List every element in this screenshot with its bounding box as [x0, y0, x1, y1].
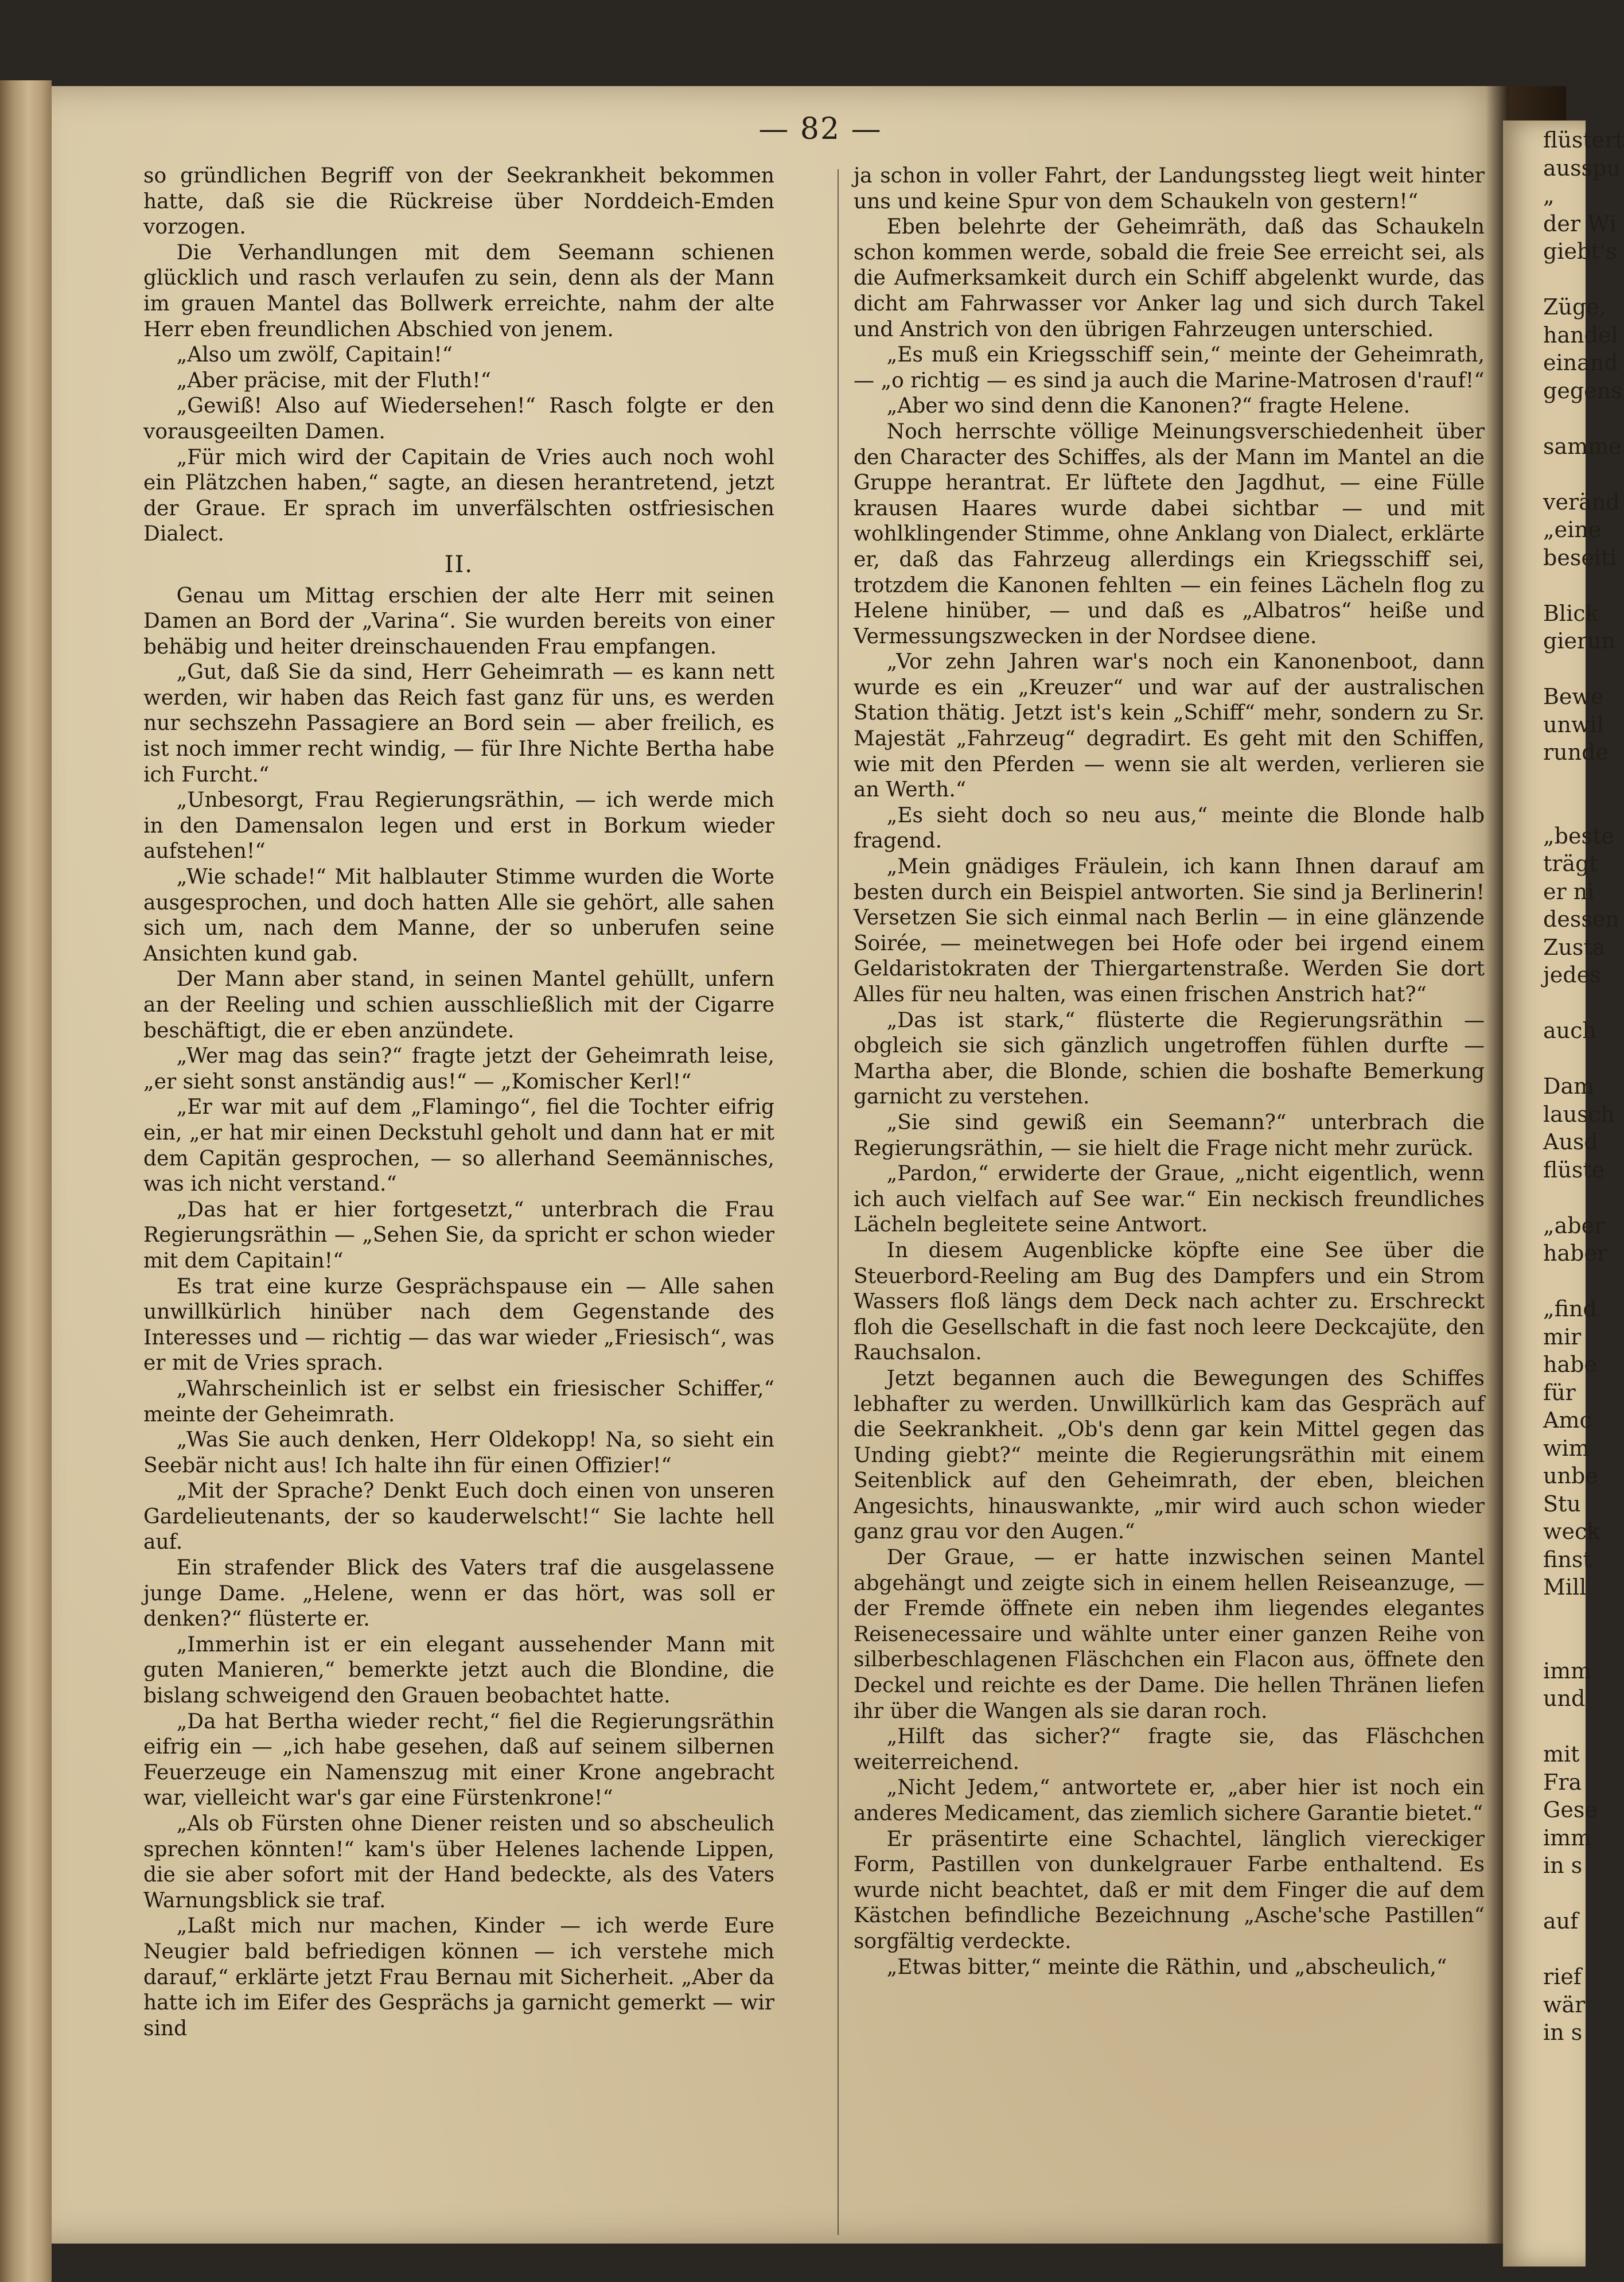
next-page-fragment: giebt's — [1543, 239, 1617, 264]
next-page-fragment: unwil — [1543, 712, 1604, 737]
next-page-fragment: in s — [1543, 1853, 1583, 1878]
paragraph: „Wie schade!“ Mit halblauter Stimme wurden die Worte ausgesprochen, und doch hatten Alle sie gehört, alle sahen sich um, nach dem Manne, der so unberufen seine Ansichten kund gab. — [143, 865, 774, 966]
next-page-fragment: Fra — [1543, 1769, 1582, 1795]
next-page-fragment: Bewe — [1543, 684, 1604, 709]
paragraph: Der Graue, — er hatte inzwischen seinen Mantel abgehängt und zeigte sich in einem hellen Reiseanzuge, — der Fremde öffnete ein neben ihm liegendes elegantes Reisenecessaire und wählte unter einer ganzen Reihe von silberbeschlagenen Fläschchen ein Flacon aus, öffnete den Deckel und reichte es der Dame. Die hellen Thränen liefen ihr über die Wangen als sie daran roch. — [854, 1546, 1485, 1723]
next-page-fragment: Züge, — [1543, 294, 1606, 320]
next-page-fragment: flüste — [1543, 1157, 1605, 1183]
next-page-fragment: für — [1543, 1379, 1576, 1405]
next-page-fragment: der Wi — [1543, 211, 1617, 236]
paragraph: Er präsentirte eine Schachtel, länglich viereckiger Form, Pastillen von dunkelgrauer Farbe enthaltend. Es wurde nicht beachtet, daß er mit dem Finger die auf dem Kästchen befindliche Bezeichnung „Asche'sche Pastillen“ sorgfältig verdeckte. — [854, 1827, 1485, 1953]
next-page-fragment: handel — [1543, 322, 1618, 348]
paragraph: „Nicht Jedem,“ antwortete er, „aber hier ist noch ein anderes Medicament, das ziemlich sichere Garantie bietet.“ — [854, 1776, 1485, 1825]
next-page-fragment: jedes — [1543, 962, 1601, 988]
next-page-fragment: er ni — [1543, 878, 1595, 904]
paragraph: Jetzt begannen auch die Bewegungen des Schiffes lebhafter zu werden. Unwillkürlich kam das Gespräch auf die Seekrankheit. „Ob's denn gar kein Mittel gegen das Unding giebt?“ meinte die Regierungsräthin mit einem Seitenblick auf den Geheimrath, der eben, bleichen Angesichts, hinauswankte, „mir wird auch schon wieder ganz grau vor den Augen.“ — [854, 1366, 1485, 1544]
next-page-fragment: Ausd — [1543, 1129, 1598, 1154]
next-page-fragment: haber — [1543, 1241, 1608, 1266]
next-page-fragment: Zusta — [1543, 934, 1606, 960]
paragraph: „Pardon,“ erwiderte der Graue, „nicht eigentlich, wenn ich auch vielfach auf See war.“ Ein neckisch freundliches Lächeln begleitete seine Antwort. — [854, 1162, 1485, 1237]
next-page-fragment: Blick — [1543, 600, 1599, 626]
paragraph: „Das hat er hier fortgesetzt,“ unterbrach die Frau Regierungsräthin — „Sehen Sie, da spricht er schon wieder mit dem Capitain!“ — [143, 1198, 774, 1273]
left-column-text — [143, 164, 774, 2042]
paragraph: Ein strafender Blick des Vaters traf die ausgelassene junge Dame. „Helene, wenn er das hört, was soll er denken?“ flüsterte er. — [143, 1556, 774, 1631]
paragraph: „Da hat Bertha wieder recht,“ fiel die Regierungsräthin eifrig ein — „ich habe gesehen, daß auf seinem silbernen Feuerzeuge ein Namenszug mit einer Krone angebracht war, vielleicht war's gar eine Fürstenkrone!“ — [143, 1709, 774, 1810]
paragraph: „Gut, daß Sie da sind, Herr Geheimrath — es kann nett werden, wir haben das Reich fast ganz für uns, es werden nur sechszehn Passagiere an Bord sein — aber freilich, es ist noch immer recht windig, — für Ihre Nichte Bertha habe ich Furcht.“ — [143, 660, 774, 787]
paragraph: „Was Sie auch denken, Herr Oldekopp! Na, so sieht ein Seebär nicht aus! Ich halte ihn für einen Offizier!“ — [143, 1428, 774, 1478]
next-page-fragment: wim — [1543, 1435, 1590, 1461]
paragraph: „Hilft das sicher?“ fragte sie, das Fläschchen weiterreichend. — [854, 1725, 1485, 1774]
next-page-fragment: Stu — [1543, 1491, 1581, 1517]
next-page-fragment: mir — [1543, 1324, 1582, 1350]
right-column-text — [854, 164, 1485, 1980]
next-page-fragment: dessen — [1543, 907, 1619, 932]
paragraph: „Unbesorgt, Frau Regierungsräthin, — ich werde mich in den Damensalon legen und erst in Borkum wieder aufstehen!“ — [143, 788, 774, 864]
paragraph: „Gewiß! Also auf Wiedersehen!“ Rasch folgte er den vorausgeeilten Damen. — [143, 394, 774, 444]
paragraph: Eben belehrte der Geheimräth, daß das Schaukeln schon kommen werde, sobald die freie See erreicht sei, als die Aufmerksamkeit durch ein Schiff abgelenkt wurde, das dicht am Fahrwasser vor Anker lag und sich durch Takel und Anstrich von den übrigen Fahrzeugen unterschied. — [854, 215, 1485, 341]
next-page-fragment: auf — [1543, 1908, 1579, 1934]
paragraph: „Wahrscheinlich ist er selbst ein friesischer Schiffer,“ meinte der Geheimrath. — [143, 1377, 774, 1426]
next-page-fragment: flüstert — [1543, 127, 1624, 153]
paragraph: „Für mich wird der Capitain de Vries auch noch wohl ein Plätzchen haben,“ sagte, an diesen herantretend, jetzt der Graue. Er sprach im unverfälschten ostfriesischen Dialect. — [143, 445, 774, 546]
column-divider — [838, 169, 839, 2235]
left-column — [143, 164, 774, 2241]
right-column — [854, 164, 1485, 2241]
book-edge — [0, 80, 52, 2282]
paragraph: „Sie sind gewiß ein Seemann?“ unterbrach die Regierungsräthin, — sie hielt die Frage nicht mehr zurück. — [854, 1110, 1485, 1160]
next-page-fragment: imm — [1543, 1825, 1592, 1851]
next-page-fragment: „ — [1543, 183, 1555, 208]
paragraph: Es trat eine kurze Gesprächspause ein — Alle sahen unwillkürlich hinüber nach dem Gegenstande des Interesses und — richtig — das war wieder „Friesisch“, was er mit de Vries sprach. — [143, 1274, 774, 1375]
paragraph: „Etwas bitter,“ meinte die Räthin, und „abscheulich,“ — [886, 1955, 1447, 1979]
next-page-fragment: Amc — [1543, 1408, 1592, 1433]
paragraph: Noch herrschte völlige Meinungsverschiedenheit über den Character des Schiffes, als der Mann im Mantel an die Gruppe herantrat. Er lüftete den Jagdhut, — eine Fülle krausen Haares wurde dabei sichtbar — und mit wohlklingender Stimme, ohne Anklang von Dialect, erklärte er, daß das Fahrzeug allerdings ein Kriegsschiff sei, trotzdem die Kanonen fehlten — ein feines Lächeln flog zu Helene hinüber, — und daß es „Albatros“ heiße und Vermessungszwecken in der Nordsee diene. — [854, 419, 1485, 648]
paragraph: „Wer mag das sein?“ fragte jetzt der Geheimrath leise, „er sieht sonst anständig aus!“ — „Komischer Kerl!“ — [143, 1044, 774, 1094]
paragraph: Der Mann aber stand, in seinen Mantel gehüllt, unfern an der Reeling und schien ausschließlich mit der Cigarre beschäftigt, die er eben anzündete. — [143, 967, 774, 1043]
next-page-fragment: in s — [1543, 2020, 1583, 2045]
next-page-fragment: auch — [1543, 1018, 1596, 1043]
next-page-fragment: trägt — [1543, 851, 1598, 876]
paragraph: „Es muß ein Kriegsschiff sein,“ meinte der Geheimrath, — „o richtig — es sind ja auch die Marine-Matrosen d'rauf!“ — [854, 343, 1485, 392]
next-page-fragment: imm — [1543, 1658, 1592, 1684]
next-page-edge — [1503, 120, 1624, 2267]
paragraph: „Also um zwölf, Capitain!“ — [176, 343, 453, 367]
section-heading: II. — [444, 551, 474, 578]
paragraph: „Er war mit auf dem „Flamingo“, fiel die Tochter eifrig ein, „er hat mir einen Deckstuhl geholt und dann hat er mit dem Capitän gesprochen, — so allerhand Seemännisches, was ich nicht verstand.“ — [143, 1095, 774, 1196]
paragraph: „Mein gnädiges Fräulein, ich kann Ihnen darauf am besten durch ein Beispiel antworten. Sie sind ja Berlinerin! Versetzen Sie sich einmal nach Berlin — in eine glänzende Soirée, — meinetwegen bei Hofe oder bei irgend einem Geldaristokraten der Thiergartenstraße. Werden Sie dort Alles für neu halten, was einen frischen Anstrich hat?“ — [854, 855, 1485, 1006]
paragraph: „Aber präcise, mit der Fluth!“ — [176, 368, 492, 392]
paragraph: „Es sieht doch so neu aus,“ meinte die Blonde halb fragend. — [854, 803, 1485, 853]
next-page-fragment: „beste — [1543, 823, 1614, 849]
next-page-fragment: veränd — [1543, 489, 1620, 515]
paragraph: „Vor zehn Jahren war's noch ein Kanonenboot, dann wurde es ein „Kreuzer“ und war auf der australischen Station thätig. Jetzt ist's kein „Schiff“ mehr, sondern zu Sr. Majestät „Fahrzeug“ degradirt. Es geht mit den Schiffen, wie mit den Pferden — wenn sie alt werden, verlieren sie an Werth.“ — [854, 650, 1485, 802]
next-page-fragment: unbe — [1543, 1463, 1598, 1488]
next-page-fragment: rief — [1543, 1964, 1582, 1989]
paragraph: „Mit der Sprache? Denkt Euch doch einen von unseren Gardelieutenants, der so kauderwelscht!“ Sie lachte hell auf. — [143, 1479, 774, 1554]
next-page-fragment: gierun — [1543, 628, 1616, 654]
paragraph: Genau um Mittag erschien der alte Herr mit seinen Damen an Bord der „Varina“. Sie wurden bereits von einer behäbig und heiter dreinschauenden Frau empfangen. — [143, 584, 774, 659]
next-page-fragment: Gese — [1543, 1797, 1598, 1822]
next-page-fragment: „eine — [1543, 517, 1602, 542]
next-page-fragment: samme — [1543, 433, 1622, 459]
paragraph: „Das ist stark,“ flüsterte die Regierungsräthin — obgleich sie sich gänzlich ungetroffen fühlen durfte — Martha aber, die Blonde, schien die boshafte Bemerkung garnicht zu verstehen. — [854, 1008, 1485, 1109]
next-page-fragment: „aber — [1543, 1212, 1605, 1238]
next-page-fragment: Mill — [1543, 1575, 1587, 1600]
paragraph: „Immerhin ist er ein elegant aussehender Mann mit guten Manieren,“ bemerkte jetzt auch die Blondine, die bislang schweigend den Grauen beobachtet hatte. — [143, 1632, 774, 1708]
next-page-fragment: Dam — [1543, 1074, 1595, 1099]
page-number: — 82 — — [758, 112, 882, 146]
next-page-fragment: habe — [1543, 1352, 1597, 1377]
paragraph: ja schon in voller Fahrt, der Landungssteg liegt weit hinter uns und keine Spur von dem Schaukeln von gestern!“ — [854, 164, 1485, 213]
next-page-fragment: beseiti — [1543, 545, 1617, 570]
paragraph: In diesem Augenblicke köpfte eine See über die Steuerbord-Reeling am Bug des Dampfers und ein Strom Wassers floß längs dem Deck nach achter zu. Erschreckt floh die Gesellschaft in die fast noch leere Deckcajüte, den Rauchsalon. — [854, 1238, 1485, 1365]
next-page-fragment: gegens — [1543, 378, 1622, 403]
paragraph: so gründlichen Begriff von der Seekrankheit bekommen hatte, daß sie die Rückreise über Norddeich-Emden vorzogen. — [143, 164, 774, 239]
next-page-fragment: mit — [1543, 1741, 1580, 1767]
next-page-fragment: und — [1543, 1686, 1586, 1711]
paragraph: „Als ob Fürsten ohne Diener reisten und so abscheulich sprechen könnten!“ kam's über Helenes lachende Lippen, die sie aber sofort mit der Hand bedeckte, als des Vaters Warnungsblick sie traf. — [143, 1812, 774, 1912]
paragraph: „Aber wo sind denn die Kanonen?“ fragte Helene. — [886, 394, 1411, 418]
next-page-fragment: ausspu — [1543, 155, 1621, 181]
next-page-fragment: weck — [1543, 1519, 1600, 1544]
next-page-fragment: finst — [1543, 1546, 1592, 1572]
next-page-fragment: wär — [1543, 1992, 1586, 2017]
next-page-fragment: runde — [1543, 740, 1609, 765]
paragraph: „Laßt mich nur machen, Kinder — ich werde Eure Neugier bald befriedigen können — ich verstehe mich darauf,“ erklärte jetzt Frau Bernau mit Sicherheit. „Aber da hatte ich im Eifer des Gesprächs ja garnicht gemerkt — wir sind — [143, 1914, 774, 2040]
next-page-fragment: „find — [1543, 1296, 1597, 1321]
next-page-fragment: einand — [1543, 350, 1618, 375]
next-page-fragment: lausch — [1543, 1101, 1615, 1127]
paragraph: Die Verhandlungen mit dem Seemann schienen glücklich und rasch verlaufen zu sein, denn als der Mann im grauen Mantel das Bollwerk erreichte, nahm der alte Herr eben freundlichen Abschied von jenem. — [143, 240, 774, 341]
